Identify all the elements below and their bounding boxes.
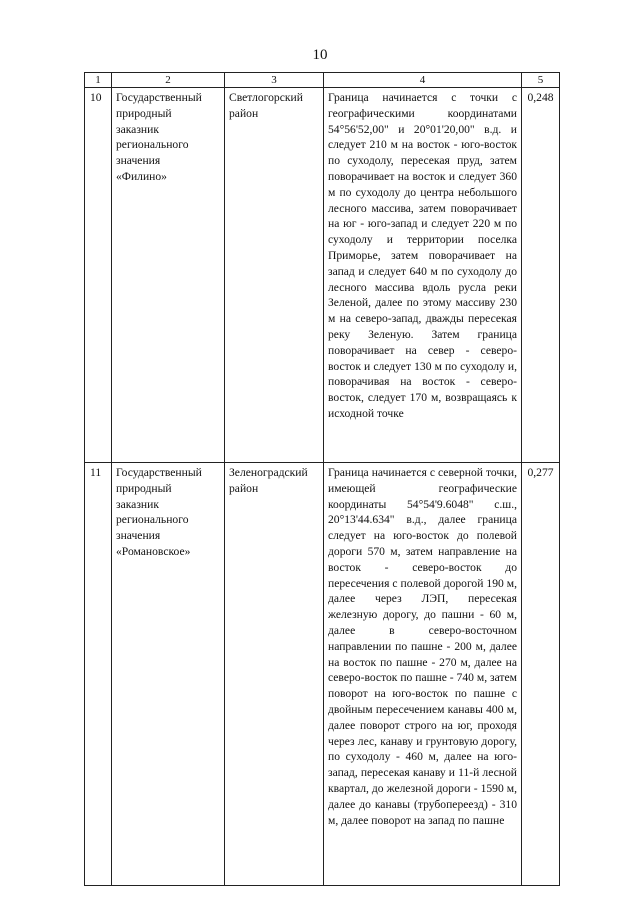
header-cell: 1 <box>85 73 112 88</box>
header-cell: 5 <box>522 73 560 88</box>
header-cell: 4 <box>324 73 522 88</box>
row-number: 11 <box>85 463 112 886</box>
header-cell: 2 <box>112 73 225 88</box>
district <box>225 88 324 463</box>
row-number: 10 <box>85 88 112 463</box>
reserve-name-text: Государственный природный заказник регионального значения «Романовское» <box>116 466 202 558</box>
header-cell: 3 <box>225 73 324 88</box>
reserve-name <box>112 463 225 886</box>
boundary-description: Граница начинается с северной точки, имеющей географические координаты 54°54'9.6048" с.ш., 20°13'44.634" в.д., далее граница следует на юго-восток до полевой дороги 570 м, затем направление на восток - северо-восток до пересечения с полевой дорогой 190 м, далее через ЛЭП, пересекая железную дорогу, до пашни - 60 м, далее в северо-восточном направлении по пашне - 200 м, далее на восток по пашне - 270 м, далее на северо-восток по пашне - 740 м, затем поворот на юго-восток по пашне с двойным пересечением канавы 400 м, далее поворот строго на юг, проходя через лес, канаву и грунтовую дорогу, по суходолу - 460 м, далее на юго-запад, пересекая канаву и 11-й лесной квартал, до железной дороги - 1590 м, далее до канавы (трубопереезд) - 310 м, далее поворот на запад по пашне <box>324 463 522 886</box>
area-value: 0,248 <box>522 88 560 463</box>
table-row <box>85 88 560 463</box>
district-text: Зеленоградский район <box>229 466 308 495</box>
reserves-table <box>84 72 560 886</box>
table-row <box>85 463 560 886</box>
reserve-name <box>112 88 225 463</box>
table-header-row <box>85 73 560 88</box>
reserve-name-text: Государственный природный заказник регионального значения «Филино» <box>116 91 202 183</box>
district-text: Светлогорский район <box>229 91 303 120</box>
area-value: 0,277 <box>522 463 560 886</box>
district <box>225 463 324 886</box>
page-number: 10 <box>312 47 328 63</box>
boundary-description: Граница начинается с точки с географическими координатами 54°56'52,00" и 20°01'20,00" в.д. и следует 210 м на восток - юго-восток по суходолу, пересекая пруд, затем поворачивает на восток и следует 360 м по суходолу до центра небольшого лесного массива, затем поворачивает на юг - юго-запад и следует 220 м по суходолу и территории поселка Приморье, затем поворачивает на запад и следует 640 м по суходолу до лесного массива вдоль русла реки Зеленой, далее по этому массиву 230 м на северо-запад, дважды пересекая реку Зеленую. Затем граница поворачивает на север - северо-восток и следует 130 м по суходолу и, поворачивая на восток - северо-восток, следует 170 м, возвращаясь к исходной точке <box>324 88 522 463</box>
